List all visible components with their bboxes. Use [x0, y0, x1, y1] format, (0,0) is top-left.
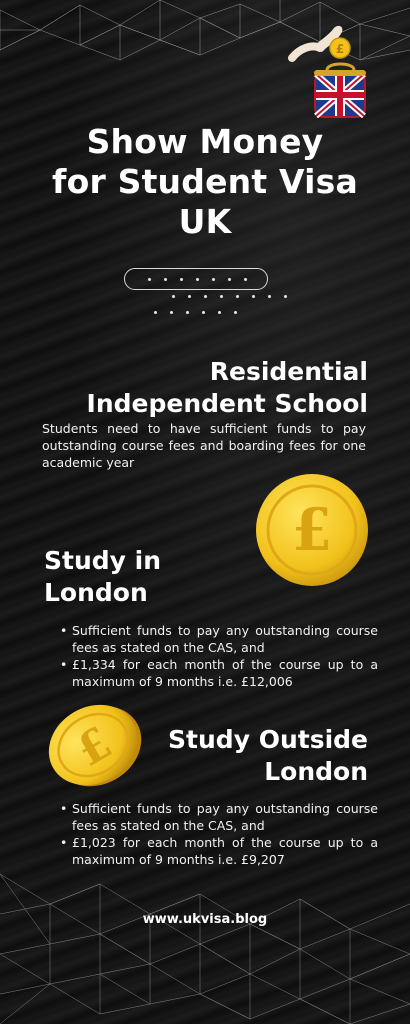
list-item: • £1,334 for each month of the course up to a maximum of 9 months i.e. £12,006	[72, 656, 378, 690]
section-outside-london-heading: Study Outside London	[168, 725, 368, 786]
page-title	[0, 122, 410, 242]
list-item: • £1,023 for each month of the course up to a maximum of 9 months i.e. £9,207	[72, 834, 378, 868]
section-residential-heading: Residential Independent School	[86, 357, 368, 418]
title-line-1: Show Money	[86, 122, 324, 161]
list-item: • Sufficient funds to pay any outstanding course fees as stated on the CAS, and	[72, 800, 378, 834]
list-item: • Sufficient funds to pay any outstanding course fees as stated on the CAS, and	[72, 622, 378, 656]
pound-coin-icon	[38, 690, 148, 800]
section-london-heading: Study in London	[44, 546, 162, 607]
title-line-2: for Student Visa	[52, 162, 358, 201]
section-outside-london-list	[58, 800, 378, 868]
section-london-list	[58, 622, 378, 690]
svg-text:£: £	[291, 496, 333, 564]
uk-flag-purse-icon	[272, 18, 372, 128]
section-residential-body: Students need to have sufficient funds to pay outstanding course fees and boarding fees for one academic year	[42, 421, 366, 470]
footer-website[interactable]: www.ukvisa.blog	[142, 912, 268, 927]
bottom-wire-mesh	[0, 854, 410, 1024]
pound-coin-icon	[252, 470, 372, 590]
svg-text:£: £	[335, 42, 345, 56]
svg-text:£: £	[68, 717, 121, 777]
title-line-3: UK	[178, 202, 232, 241]
